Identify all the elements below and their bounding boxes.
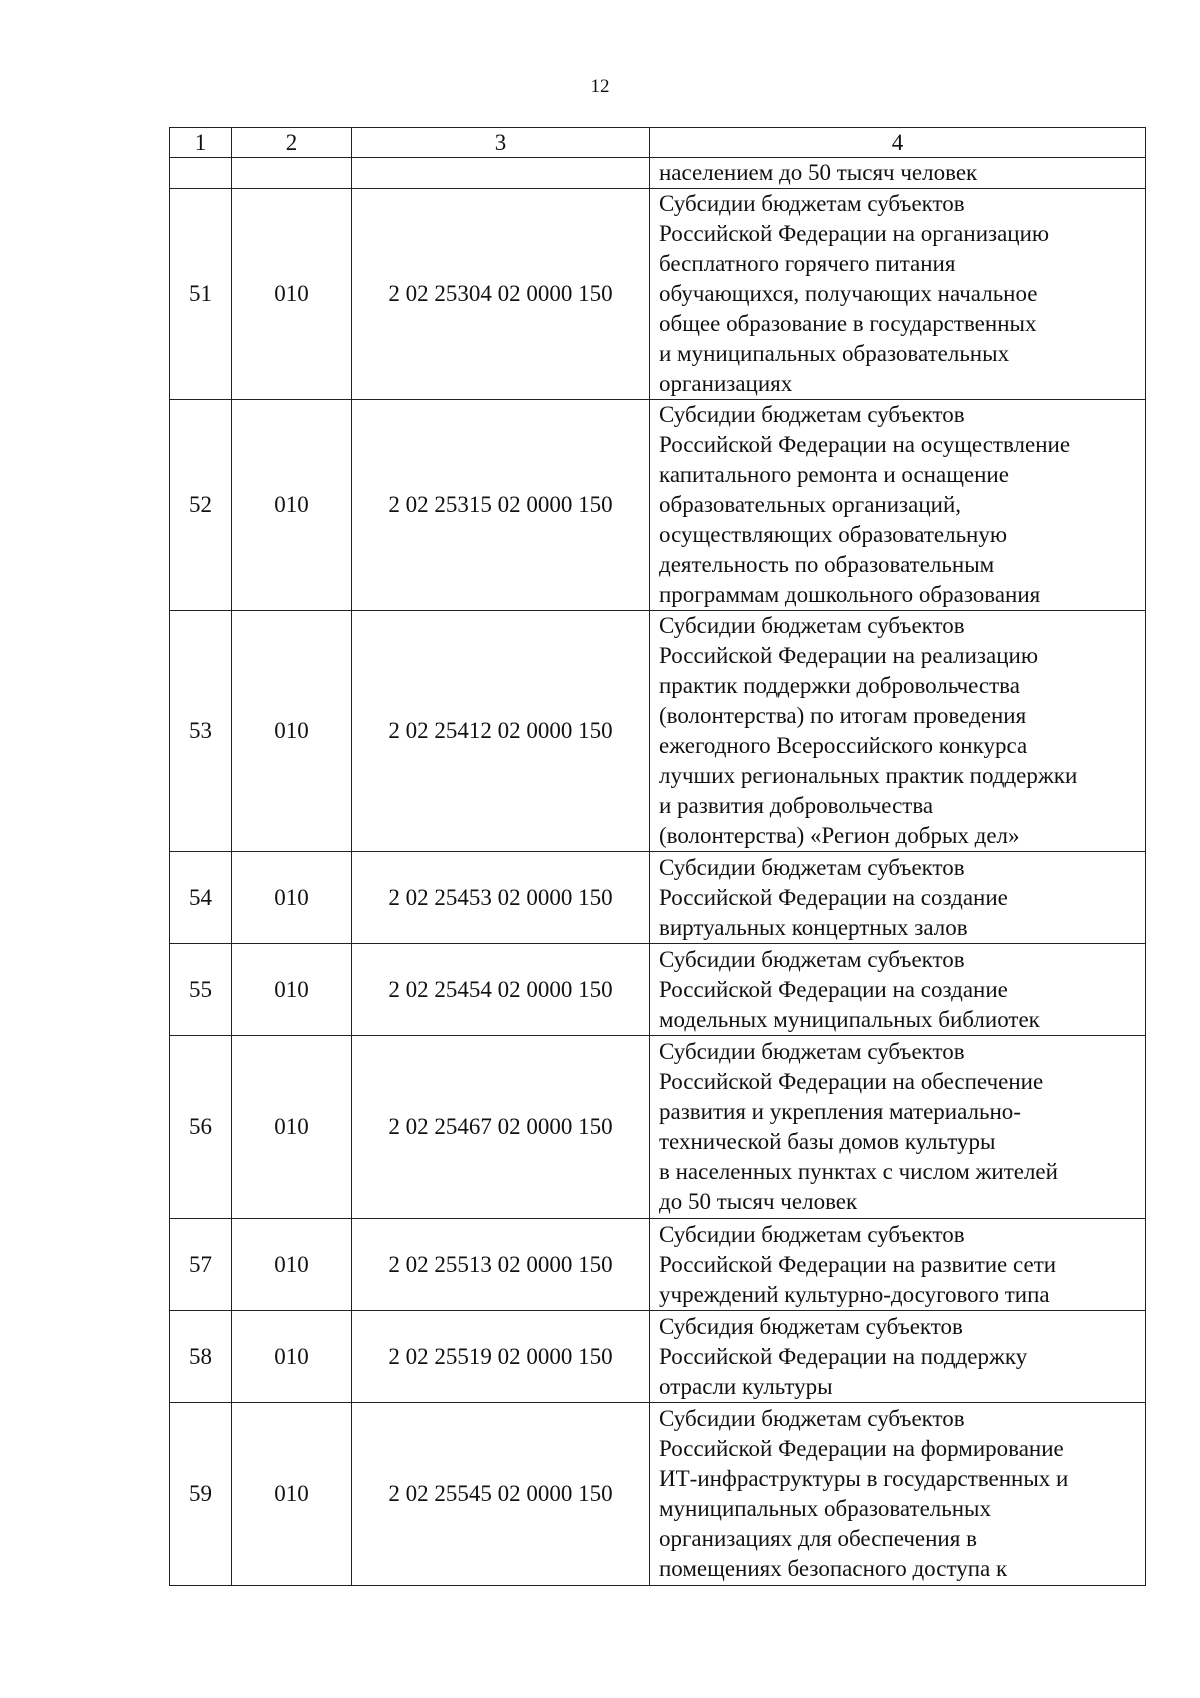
table-row [170,944,1146,1036]
row-number: 51 [170,189,232,400]
admin-code: 010 [232,189,352,400]
row-number: 58 [170,1311,232,1403]
empty-cell [352,158,650,189]
table-row [170,189,1146,400]
revenue-code: 2 02 25513 02 0000 150 [352,1219,650,1311]
page-number: 12 [590,76,610,97]
admin-code: 010 [232,1403,352,1586]
empty-cell [170,158,232,189]
admin-code: 010 [232,400,352,611]
revenue-code: 2 02 25545 02 0000 150 [352,1403,650,1586]
admin-code: 010 [232,852,352,944]
description: Субсидии бюджетам субъектов Российской Федерации на формирование ИТ-инфраструктуры в государственных и муниципальных образовательных организациях для обеспечения в помещениях безопасного доступа к [650,1403,1146,1586]
description: Субсидия бюджетам субъектов Российской Федерации на поддержку отрасли культуры [650,1311,1146,1403]
admin-code: 010 [232,611,352,852]
header-row [170,128,1146,158]
admin-code: 010 [232,1311,352,1403]
description: Субсидии бюджетам субъектов Российской Федерации на создание виртуальных концертных залов [650,852,1146,944]
column-header: 2 [232,128,352,158]
admin-code: 010 [232,1219,352,1311]
row-number: 53 [170,611,232,852]
table-row [170,400,1146,611]
column-header: 4 [650,128,1146,158]
revenue-code: 2 02 25304 02 0000 150 [352,189,650,400]
revenue-code: 2 02 25467 02 0000 150 [352,1036,650,1219]
column-header: 3 [352,128,650,158]
description: Субсидии бюджетам субъектов Российской Федерации на осуществление капитального ремонта и оснащение образовательных организаций, осуществляющих образовательную деятельность по образовательным программам дошкольного образования [650,400,1146,611]
description: Субсидии бюджетам субъектов Российской Федерации на создание модельных муниципальных библиотек [650,944,1146,1036]
description: Субсидии бюджетам субъектов Российской Федерации на обеспечение развития и укрепления материально- технической базы домов культуры в населенных пунктах с числом жителей до 50 тысяч человек [650,1036,1146,1219]
table-body [170,128,1146,1586]
revenue-codes-table [169,127,1146,1586]
column-header: 1 [170,128,232,158]
admin-code: 010 [232,944,352,1036]
row-number: 56 [170,1036,232,1219]
description: Субсидии бюджетам субъектов Российской Федерации на реализацию практик поддержки добровольчества (волонтерства) по итогам проведения ежегодного Всероссийского конкурса лучших региональных практик поддержки и развития добровольчества (волонтерства) «Регион добрых дел» [650,611,1146,852]
revenue-code: 2 02 25315 02 0000 150 [352,400,650,611]
row-number: 52 [170,400,232,611]
revenue-code: 2 02 25453 02 0000 150 [352,852,650,944]
revenue-code: 2 02 25454 02 0000 150 [352,944,650,1036]
table-row [170,611,1146,852]
table-row [170,852,1146,944]
row-number: 54 [170,852,232,944]
table-row [170,1036,1146,1219]
description: Субсидии бюджетам субъектов Российской Федерации на организацию бесплатного горячего питания обучающихся, получающих начальное общее образование в государственных и муниципальных образовательных организациях [650,189,1146,400]
row-number: 57 [170,1219,232,1311]
continuation-text: населением до 50 тысяч человек [650,158,1146,189]
table-row [170,1403,1146,1586]
table-row [170,1311,1146,1403]
admin-code: 010 [232,1036,352,1219]
revenue-code: 2 02 25412 02 0000 150 [352,611,650,852]
row-number: 59 [170,1403,232,1586]
continuation-row [170,158,1146,189]
empty-cell [232,158,352,189]
table-row [170,1219,1146,1311]
revenue-code: 2 02 25519 02 0000 150 [352,1311,650,1403]
description: Субсидии бюджетам субъектов Российской Федерации на развитие сети учреждений культурно-досугового типа [650,1219,1146,1311]
row-number: 55 [170,944,232,1036]
